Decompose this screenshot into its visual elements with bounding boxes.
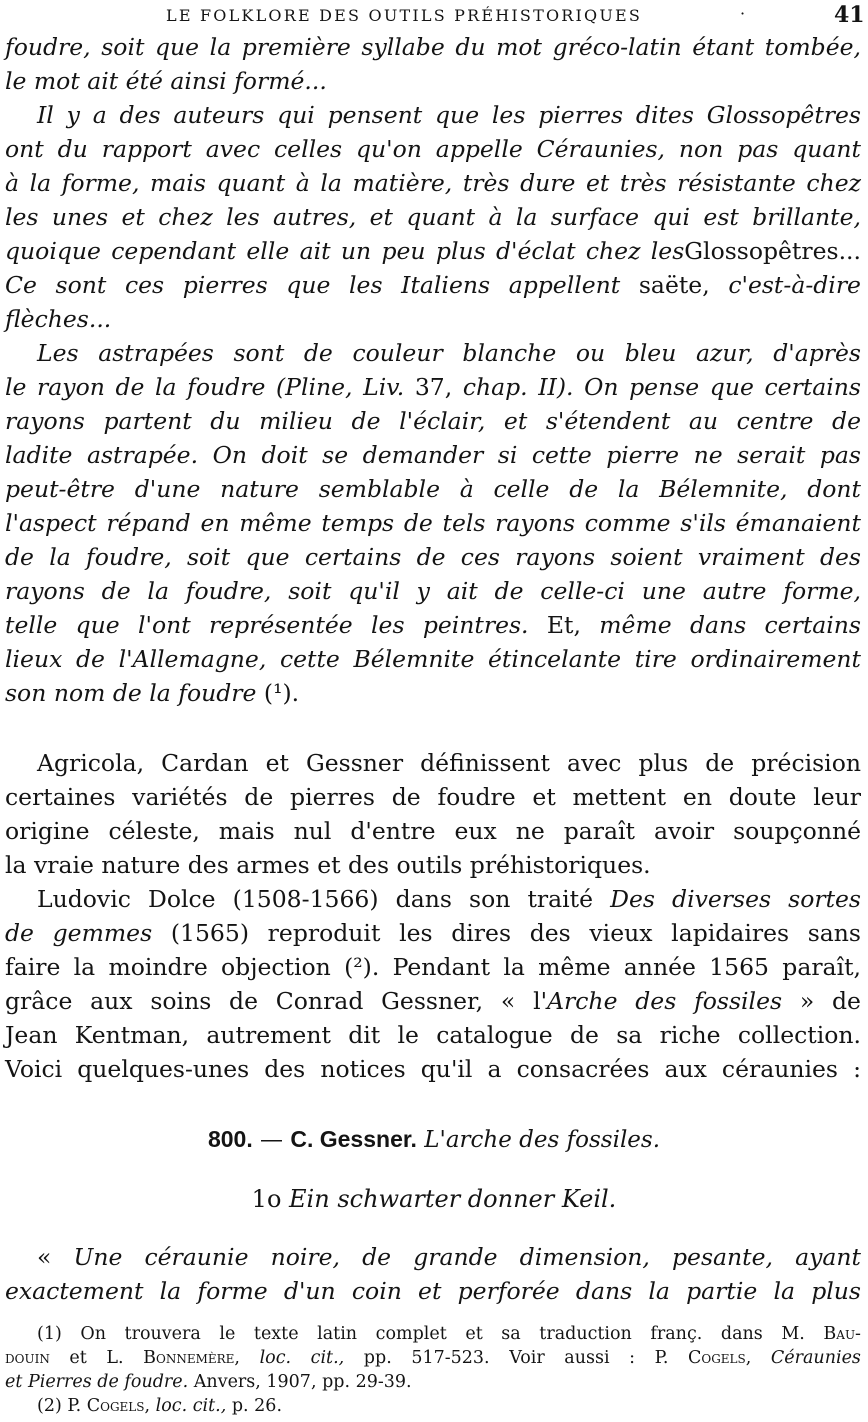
page-number: 41 [834, 2, 865, 28]
footnotes [5, 1322, 861, 1418]
text-fragment: son nom de la foudre [5, 679, 257, 707]
text-fragment: Bau- [823, 1324, 861, 1344]
text-fragment: quoique cependant elle ait un peu plus d'éclat chez les [5, 237, 685, 265]
footnote-ref: (¹). [263, 679, 300, 707]
text-fragment: telle que l'ont représentée les peintres. [5, 611, 529, 639]
text-fragment: Une céraunie noire, de grande dimension, pesante, ayant [73, 1243, 861, 1271]
text-fragment: Cogels, [86, 1396, 151, 1416]
text-line [5, 676, 861, 710]
header-separator: · [740, 4, 746, 23]
text-line: Les astrapées sont de couleur blanche ou bleu azur, d'après [37, 339, 861, 367]
page-header [0, 2, 868, 32]
text-line: Jean Kentman, autrement dit le catalogue de sa riche collection. [5, 1021, 861, 1049]
heading-dash: — [260, 1127, 284, 1153]
text-line: Voici quelques-unes des notices qu'il a consacrées aux céraunies : [5, 1055, 861, 1083]
footnote-line [5, 1394, 861, 1418]
text-line: rayons de la foudre, soit qu'il y ait de celle-ci une autre forme, [5, 577, 861, 605]
text-line: exactement la forme d'un coin et perforée dans la partie la plus [5, 1277, 861, 1305]
running-title: LE FOLKLORE DES OUTILS PRÉHISTORIQUES [166, 6, 643, 25]
text-fragment: p. 26. [231, 1396, 283, 1416]
item-number: 1o [251, 1185, 282, 1213]
text-fragment: Ce sont ces pierres que les Italiens appellent [5, 271, 621, 299]
item-title: Ein schwarter donner Keil. [289, 1185, 617, 1213]
text-fragment: grâce aux soins de Conrad Gessner, « l' [5, 987, 548, 1015]
text-fragment: Cogels, [687, 1348, 752, 1368]
text-fragment: douin [5, 1348, 50, 1368]
opening-guillemet: « [37, 1243, 52, 1271]
text-fragment: On pense que certains [584, 373, 861, 401]
book-title: Arche des fossiles [547, 987, 783, 1015]
text-fragment: (1) On trouvera le texte latin complet et sa traduction franç. dans M. [37, 1324, 805, 1344]
footnote-line [5, 1346, 861, 1370]
text-fragment: Glossopêtres... [684, 237, 861, 265]
section-heading [0, 1122, 868, 1157]
text-fragment: c'est-à-dire [728, 271, 861, 299]
text-fragment: Et, [546, 611, 581, 639]
entry-title: L'arche des fossiles. [424, 1127, 661, 1153]
text-fragment: pp. 517-523. Voir aussi : P. [363, 1348, 669, 1368]
text-fragment: même dans certains [599, 611, 861, 639]
text-line [5, 984, 861, 1018]
text-fragment: chap. II). [462, 373, 574, 401]
text-fragment: loc. cit., [155, 1396, 227, 1416]
text-fragment: Bonnemère, [143, 1348, 240, 1368]
text-fragment: Céraunies [770, 1348, 861, 1368]
text-line: flèches... [5, 305, 112, 333]
text-line [5, 268, 861, 302]
text-line: ladite astrapée. On doit se demander si cette pierre ne serait pas [5, 441, 861, 469]
text-line [5, 916, 861, 950]
text-line [5, 1240, 861, 1274]
text-line: l'aspect répand en même temps de tels rayons comme s'ils émanaient [5, 509, 861, 537]
text-line: certaines variétés de pierres de foudre et mettent en doute leur [5, 783, 861, 811]
text-fragment: » de [799, 987, 861, 1015]
item-quote [5, 1240, 861, 1308]
text-line: de la foudre, soit que certains de ces rayons soient vraiment des [5, 543, 861, 571]
text-line [5, 234, 861, 268]
entry-author: C. Gessner. [290, 1126, 417, 1152]
footnote-line [5, 1322, 861, 1346]
text-fragment: et L. [69, 1348, 124, 1368]
text-line: foudre, soit que la première syllabe du mot gréco-latin étant tombée, [5, 33, 861, 61]
text-line: lieux de l'Allemagne, cette Bélemnite étincelante tire ordinairement [5, 645, 861, 673]
text-line [5, 608, 861, 642]
text-line: les unes et chez les autres, et quant à la surface qui est brillante, [5, 203, 861, 231]
text-line [5, 882, 861, 916]
text-line: le mot ait été ainsi formé... [5, 67, 327, 95]
body-text [5, 746, 861, 1086]
text-fragment: et Pierres de foudre. [5, 1372, 189, 1392]
text-fragment: saëte, [638, 271, 710, 299]
item-heading [0, 1182, 868, 1216]
footnote-line [5, 1370, 861, 1394]
text-fragment: Ludovic Dolce (1508-1566) dans son traité [37, 885, 594, 913]
entry-number: 800. [207, 1126, 253, 1152]
text-line: faire la moindre objection (²). Pendant la même année 1565 paraît, [5, 953, 861, 981]
text-line: peut-être d'une nature semblable à celle de la Bélemnite, dont [5, 475, 861, 503]
text-fragment: le rayon de la foudre (Pline, Liv. [5, 373, 405, 401]
text-fragment: loc. cit., [259, 1348, 345, 1368]
text-fragment: Anvers, 1907, pp. 29-39. [193, 1372, 412, 1392]
book-title: Des diverses sortes [610, 885, 861, 913]
text-line: Il y a des auteurs qui pensent que les pierres dites Glossopêtres [37, 101, 861, 129]
text-line: à la forme, mais quant à la matière, très dure et très résistante chez [5, 169, 861, 197]
text-line: origine céleste, mais nul d'entre eux ne paraît avoir soupçonné [5, 817, 861, 845]
text-line: la vraie nature des armes et des outils préhistoriques. [5, 851, 651, 879]
text-fragment: (1565) reproduit les dires des vieux lapidaires sans [170, 919, 861, 947]
quoted-passage [5, 30, 861, 710]
text-line: rayons partent du milieu de l'éclair, et s'étendent au centre de [5, 407, 861, 435]
text-line [5, 370, 861, 404]
text-line: Agricola, Cardan et Gessner définissent avec plus de précision [37, 749, 861, 777]
text-line: ont du rapport avec celles qu'on appelle Céraunies, non pas quant [5, 135, 861, 163]
book-title: de gemmes [5, 919, 153, 947]
text-fragment: (2) P. [37, 1396, 82, 1416]
text-fragment: 37, [414, 373, 453, 401]
